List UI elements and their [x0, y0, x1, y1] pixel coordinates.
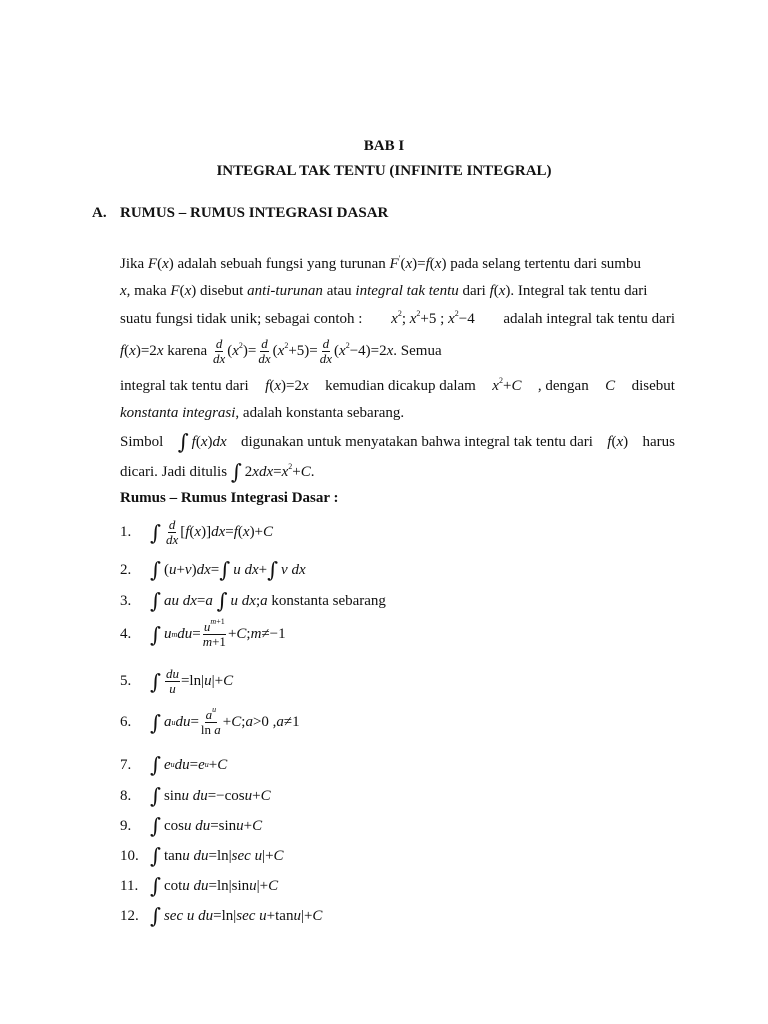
formula-item: 2. ∫ ( u + v ) dx = ∫ u dx + ∫ v dx [120, 558, 306, 582]
formula-item: 1. ∫ $\frac{d}{dx}$ [ f ( x )] dx = f ( x )+ C [120, 517, 274, 547]
paragraph-line-4: f(x)=2x karena $\frac{d}{dx}$ $(x^2)=$ $\frac{d}{dx}$ $(x^2+5)=$ $\frac{d}{dx}$ $(x^2-4)=2x$. Semua [120, 336, 442, 366]
section-title: RUMUS – RUMUS INTEGRASI DASAR [120, 205, 389, 221]
formula-item: 11. ∫ cot u du =ln|sin u |+ C [120, 874, 279, 898]
formula-item: 8. ∫ sin u du =−cos u + C [120, 784, 271, 808]
section-letter: A. [92, 205, 107, 221]
paragraph-line-5: integral tak tentu dari f(x)=2x kemudian dicakup dalam $x^2+C$ , dengan C disebut [120, 376, 675, 394]
formula-item: 12. ∫ sec u du =ln| sec u +tan u |+ C [120, 904, 323, 928]
paragraph-line-1: Jika F(x) adalah sebuah fungsi yang turunan F′(x)=f(x) pada selang tertentu dari sumbu [120, 254, 641, 272]
formula-item: 4. ∫ u m du = $\frac{u^{m+1}}{m+1}$ + C ; m ≠−1 [120, 617, 286, 649]
formula-list-heading: Rumus – Rumus Integrasi Dasar : [120, 490, 339, 506]
formula-item: 5. ∫ $\frac{du}{u}$ =ln| u |+ C [120, 666, 234, 696]
paragraph-line-6: konstanta integrasi, adalah konstanta sebarang. [120, 405, 405, 421]
paragraph-line-2: x, maka F(x) disebut anti-turunan atau integral tak tentu dari f(x). Integral tak tentu dari [120, 283, 648, 299]
paragraph-line-8: dicari. Jadi ditulis ∫ $2xdx=x^2+C$. [120, 460, 315, 484]
chapter-title: INTEGRAL TAK TENTU (INFINITE INTEGRAL) [216, 163, 552, 179]
formula-item: 3. ∫ au dx = a ∫ u dx ; a konstanta sebarang [120, 589, 386, 613]
formula-item: 10. ∫ tan u du =ln| sec u |+ C [120, 844, 284, 868]
section-heading [92, 205, 388, 222]
formula-item: 6. ∫ a u du = $\frac{a^u}{\text{ln a}}$ + C ; a >0 , a ≠1 [120, 705, 300, 737]
paragraph-line-7: Simbol ∫ f(x)dx digunakan untuk menyatakan bahwa integral tak tentu dari f(x) harus [120, 430, 675, 454]
paragraph-line-3: suatu fungsi tidak unik; sebagai contoh : $x^2$; $x^2+5$ ; $x^2-4$ adalah integral tak tentu dari [120, 309, 675, 327]
formula-item: 9. ∫ cos u du =sin u + C [120, 814, 263, 838]
chapter-label: BAB I [363, 138, 405, 154]
formula-item: 7. ∫ e u du = e u + C [120, 753, 228, 777]
